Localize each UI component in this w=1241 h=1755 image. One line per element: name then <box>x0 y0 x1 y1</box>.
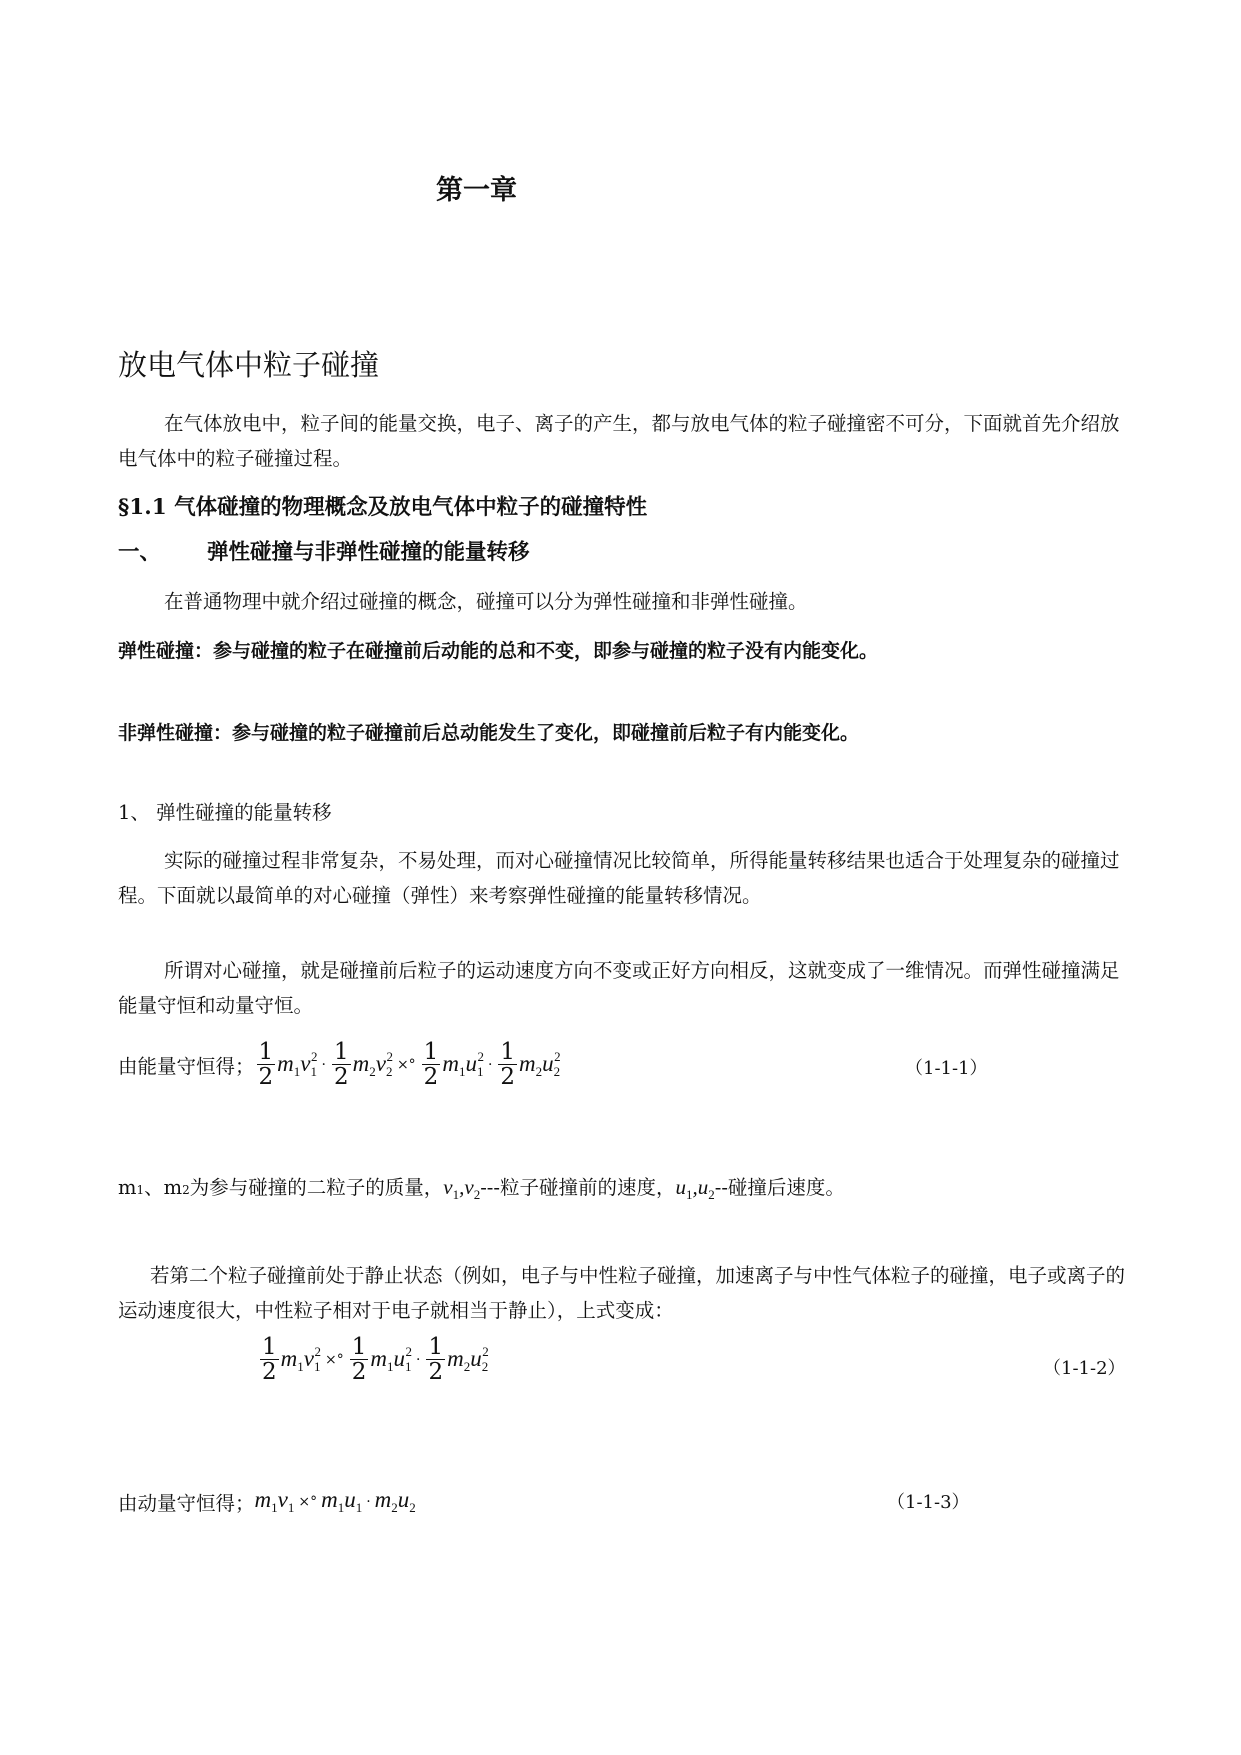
section-heading: §1.1 气体碰撞的物理概念及放电气体中粒子的碰撞特性 <box>118 495 648 520</box>
term-m2v2sq: $m_2v_2^2$ <box>352 1049 393 1079</box>
equation-1-1-3: 由动量守恒得； $m_1v_1$ ×° $m_1u_1$ · $m_2u_2$ <box>118 1487 416 1515</box>
term-m2u2sq: $m_2u_2^2$ <box>519 1049 561 1079</box>
central-collision-paragraph: 所谓对心碰撞，就是碰撞前后粒子的运动速度方向不变或正好方向相反，这就变成了一维情况。而弹性碰撞满足能量守恒和动量守恒。 <box>118 959 1120 1017</box>
term-m2u2: $m_2u_2$ <box>374 1487 416 1515</box>
equation-1-1-1: 由能量守恒得； $\frac{1}{2}$ $m_1v_1^2$ · $\frac{1}{2}$ $m_2v_2^2$ ×° $\frac{1}{2}$ $m_1u_1^2$ · $\frac{1}{2}$ $m_2u_2^2$ <box>118 1039 561 1090</box>
equation-number-2: （1-1-2） <box>1043 1358 1126 1379</box>
term-m2u2sq: $m_2u_2^2$ <box>447 1344 489 1374</box>
equation-number-1: （1-1-1） <box>905 1058 988 1079</box>
eq1-prefix: 由能量守恒得； <box>118 1054 255 1078</box>
fraction-half: $\frac{1}{2}$ <box>351 1334 367 1385</box>
term-m1u1: $m_1u_1$ <box>321 1487 363 1515</box>
page-title: 放电气体中粒子碰撞 <box>118 348 380 382</box>
fraction-half: $\frac{1}{2}$ <box>258 1039 274 1090</box>
fraction-half: $\frac{1}{2}$ <box>333 1039 349 1090</box>
subsection-number: 一、 <box>118 540 162 565</box>
term-m1u1sq: $m_1u_1^2$ <box>442 1049 484 1079</box>
fraction-half: $\frac{1}{2}$ <box>262 1334 277 1385</box>
variable-explanation: m 1 、m 2 为参与碰撞的二粒子的质量， $v_1,v_2$ ---粒子碰撞前的速度， $u_1,u_2$ --碰撞后速度。 <box>118 1175 845 1202</box>
rest-state-paragraph: 若第二个粒子碰撞前处于静止状态（例如，电子与中性粒子碰撞，加速离子与中性气体粒子的碰撞，电子或离子的运动速度很大，中性粒子相对于电子就相当于静止），上式变成： <box>118 1264 1126 1322</box>
actual-collision-paragraph: 实际的碰撞过程非常复杂，不易处理，而对心碰撞情况比较简单，所得能量转移结果也适合于处理复杂的碰撞过程。下面就以最简单的对心碰撞（弹性）来考察弹性碰撞的能量转移情况。 <box>118 849 1120 907</box>
fraction-half: $\frac{1}{2}$ <box>428 1334 444 1385</box>
term-m1v1sq: $m_1v_1^2$ <box>280 1344 321 1374</box>
term-m1v1: $m_1v_1$ <box>254 1487 295 1515</box>
concept-paragraph: 在普通物理中就介绍过碰撞的概念，碰撞可以分为弹性碰撞和非弹性碰撞。 <box>164 590 808 613</box>
term-m1u1sq: $m_1u_1^2$ <box>370 1344 412 1374</box>
fraction-half: $\frac{1}{2}$ <box>500 1039 516 1090</box>
list-item-1: 1、 弹性碰撞的能量转移 <box>118 801 332 824</box>
equation-1-1-2: $\frac{1}{2}$ $m_1v_1^2$ ×° $\frac{1}{2}$ $m_1u_1^2$ · $\frac{1}{2}$ $m_2u_2^2$ <box>262 1334 489 1385</box>
elastic-definition: 弹性碰撞：参与碰撞的粒子在碰撞前后动能的总和不变，即参与碰撞的粒子没有内能变化。 <box>118 640 879 662</box>
fraction-half: $\frac{1}{2}$ <box>423 1039 439 1090</box>
equation-number-3: （1-1-3） <box>887 1492 970 1513</box>
intro-paragraph: 在气体放电中，粒子间的能量交换，电子、离子的产生，都与放电气体的粒子碰撞密不可分，下面就首先介绍放电气体中的粒子碰撞过程。 <box>118 412 1120 470</box>
subsection-heading: 弹性碰撞与非弹性碰撞的能量转移 <box>207 540 530 565</box>
term-m1v1sq: $m_1v_1^2$ <box>277 1049 318 1079</box>
inelastic-definition: 非弹性碰撞：参与碰撞的粒子碰撞前后总动能发生了变化，即碰撞前后粒子有内能变化。 <box>118 722 860 744</box>
eq3-prefix: 由动量守恒得； <box>118 1491 255 1515</box>
chapter-heading: 第一章 <box>436 175 517 206</box>
